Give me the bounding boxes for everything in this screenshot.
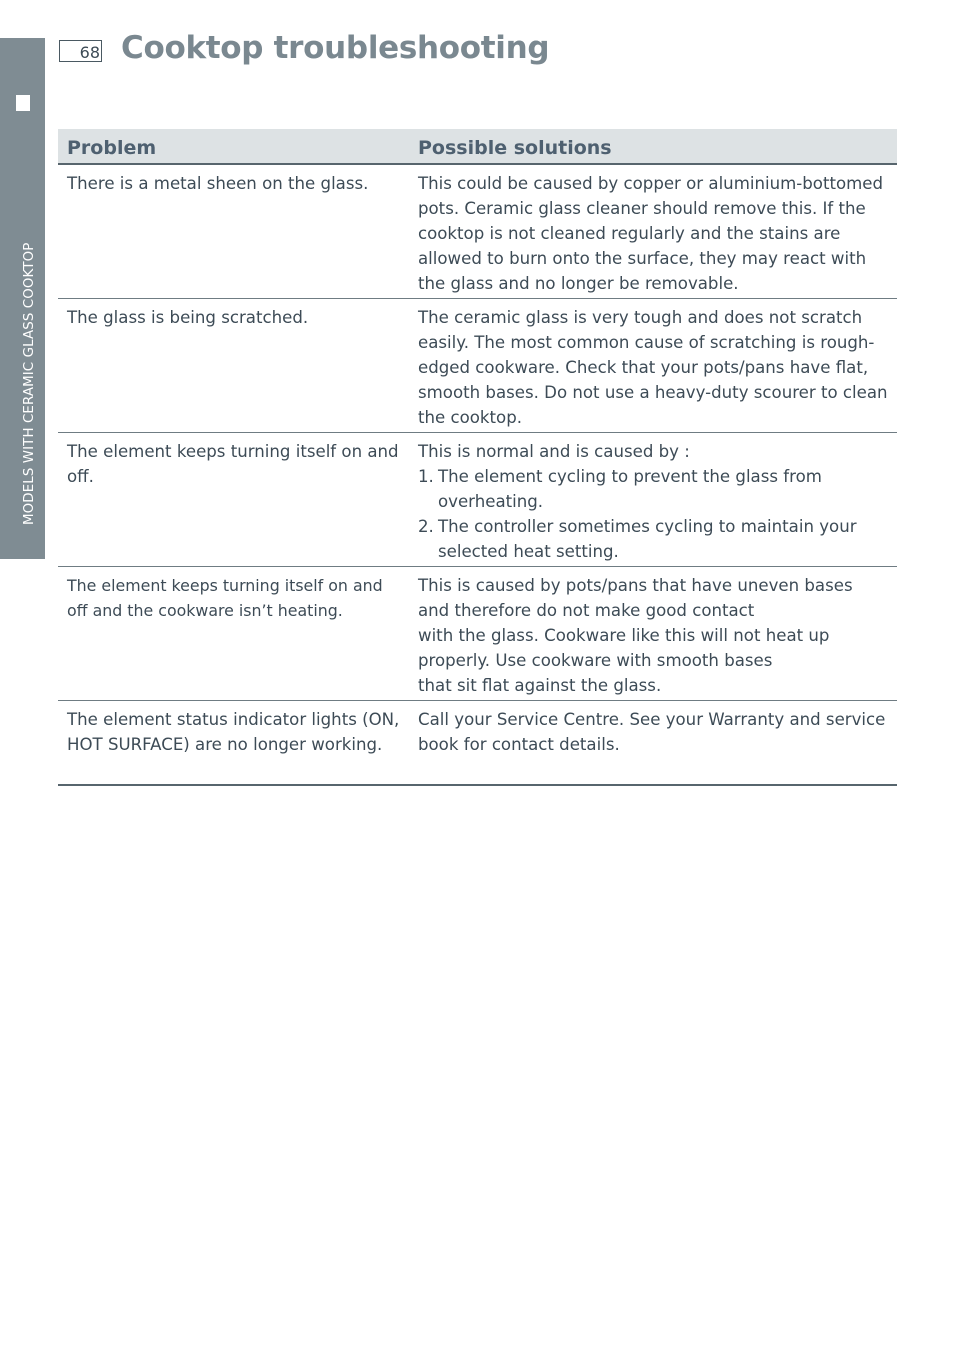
column-header-problem: Problem bbox=[58, 129, 409, 164]
problem-cell: The element keeps turning itself on and off and the cookware isn’t heating. bbox=[58, 567, 409, 701]
solution-line: that sit flat against the glass. bbox=[418, 676, 662, 695]
page-title: Cooktop troubleshooting bbox=[121, 30, 550, 66]
section-label: MODELS WITH CERAMIC GLASS COOKTOP bbox=[22, 242, 37, 525]
solution-cell: This could be caused by copper or aluminium-bottomed pots. Ceramic glass cleaner should remove this. If the cooktop is not cleaned regularly and the stains are allowed to burn onto the surface, they may react with the glass and no longer be removable. bbox=[409, 164, 897, 299]
solution-list bbox=[418, 464, 889, 564]
solution-line: with the glass. Cookware like this will not heat up properly. Use cookware with smooth bases bbox=[418, 626, 830, 670]
table-row bbox=[58, 567, 897, 701]
problem-cell: The element keeps turning itself on and off. bbox=[58, 433, 409, 567]
list-item bbox=[418, 464, 889, 514]
section-side-tab bbox=[0, 38, 45, 559]
table-row bbox=[58, 433, 897, 567]
solution-line: This is caused by pots/pans that have uneven bases and therefore do not make good contact bbox=[418, 576, 853, 620]
table-row bbox=[58, 164, 897, 299]
table-header-row bbox=[58, 129, 897, 164]
list-number: 2. bbox=[418, 517, 434, 536]
problem-cell: The glass is being scratched. bbox=[58, 299, 409, 433]
list-text: The element cycling to prevent the glass from overheating. bbox=[438, 467, 822, 511]
problem-cell: The element status indicator lights (ON, HOT SURFACE) are no longer working. bbox=[58, 701, 409, 785]
solution-cell: The ceramic glass is very tough and does not scratch easily. The most common cause of scratching is rough-edged cookware. Check that your pots/pans have flat, smooth bases. Do not use a heavy-duty scourer to clean the cooktop. bbox=[409, 299, 897, 433]
solution-cell: Call your Service Centre. See your Warranty and service book for contact details. bbox=[409, 701, 897, 785]
list-number: 1. bbox=[418, 467, 434, 486]
table-row bbox=[58, 299, 897, 433]
problem-cell: There is a metal sheen on the glass. bbox=[58, 164, 409, 299]
list-item bbox=[418, 514, 889, 564]
column-header-solutions: Possible solutions bbox=[409, 129, 897, 164]
section-marker bbox=[16, 95, 30, 111]
troubleshooting-table bbox=[58, 129, 897, 786]
solution-cell bbox=[409, 433, 897, 567]
page-number: 68 bbox=[59, 40, 102, 62]
table-row bbox=[58, 701, 897, 785]
solution-intro: This is normal and is caused by : bbox=[418, 442, 690, 461]
list-text: The controller sometimes cycling to maintain your selected heat setting. bbox=[438, 517, 857, 561]
solution-cell bbox=[409, 567, 897, 701]
